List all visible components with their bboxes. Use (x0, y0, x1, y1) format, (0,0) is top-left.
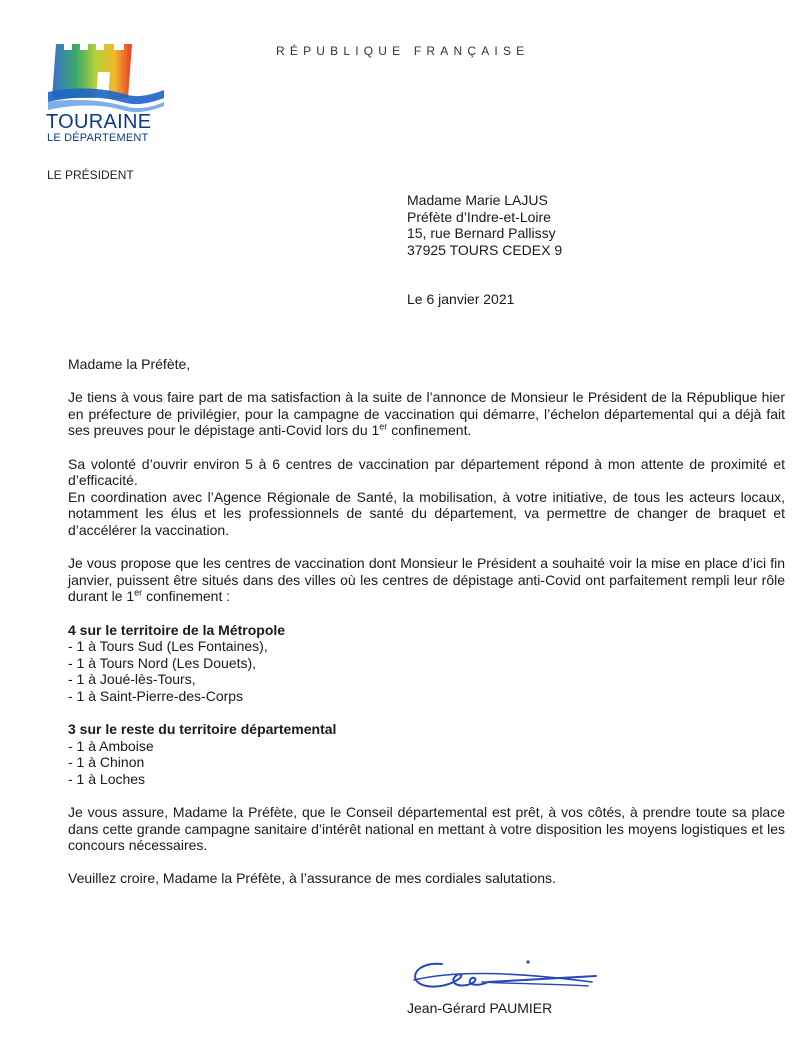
paragraph-2: Sa volonté d’ouvrir environ 5 à 6 centres de vaccination par département répond à mon attente de proximité et d’efficacité. (68, 455, 785, 489)
list-item: - 1 à Joué-lès-Tours, (68, 671, 196, 688)
paragraph-5: Je vous assure, Madame la Préfète, que le Conseil départemental est prêt, à vos côtés, à prendre toute sa place dans cette grande campagne sanitaire d’intérêt national en mettant à votre disposition les moyens logistiques et les concours nécessaires. (68, 804, 785, 854)
list-item: - 1 à Amboise (68, 737, 154, 754)
signature (408, 952, 598, 998)
list-item: - 1 à Loches (68, 770, 146, 787)
recipient-street: 15, rue Bernard Pallissy (407, 225, 556, 241)
recipient-name: Madame Marie LAJUS (407, 192, 548, 208)
group-1-title: 4 sur le territoire de la Métropole (68, 621, 286, 638)
republic-header: RÉPUBLIQUE FRANÇAISE (276, 44, 530, 58)
list-item: - 1 à Chinon (68, 754, 145, 771)
paragraph-3: En coordination avec l’Agence Régionale de Santé, la mobilisation, à votre initiative, de tous les acteurs locaux, notamment les élus et les professionnels de santé du département, va permettre de changer de braquet et d’accélérer la vaccination. (68, 488, 785, 538)
list-item: - 1 à Tours Nord (Les Douets), (68, 654, 257, 671)
recipient-title: Préfète d’Indre-et-Loire (407, 208, 551, 225)
group-2-title: 3 sur le reste du territoire départemental (68, 721, 337, 738)
letter-body (68, 356, 785, 887)
logo-subtitle: LE DÉPARTEMENT (47, 132, 149, 144)
closing: Veuillez croire, Madame la Préfète, à l’assurance de mes cordiales salutations. (68, 870, 556, 887)
sender-title: LE PRÉSIDENT (47, 168, 134, 182)
recipient-address (407, 192, 562, 258)
paragraph-4: Je vous propose que les centres de vaccination dont Monsieur le Président a souhaité voir la mise en place d’ici fin janvier, puissent être situés dans des villes où les centres de dépistage anti-Covid ont parfaitement rempli leur rôle durant le 1er confinement : (68, 555, 785, 605)
signatory-name: Jean-Gérard PAUMIER (407, 1000, 553, 1016)
list-item: - 1 à Saint-Pierre-des-Corps (68, 687, 244, 704)
letter-date: Le 6 janvier 2021 (407, 291, 515, 307)
logo-name: TOURAINE (46, 111, 152, 133)
salutation: Madame la Préfète, (68, 356, 191, 372)
paragraph-1: Je tiens à vous faire part de ma satisfaction à la suite de l’annonce de Monsieur le Président de la République hier en préfecture de privilégier, pour la campagne de vaccination qui démarre, l’échelon départemental qui a déjà fait ses preuves pour le dépistage anti-Covid lors du 1er confinement. (68, 389, 785, 439)
list-item: - 1 à Tours Sud (Les Fontaines), (68, 638, 268, 655)
recipient-city: 37925 TOURS CEDEX 9 (407, 241, 563, 258)
